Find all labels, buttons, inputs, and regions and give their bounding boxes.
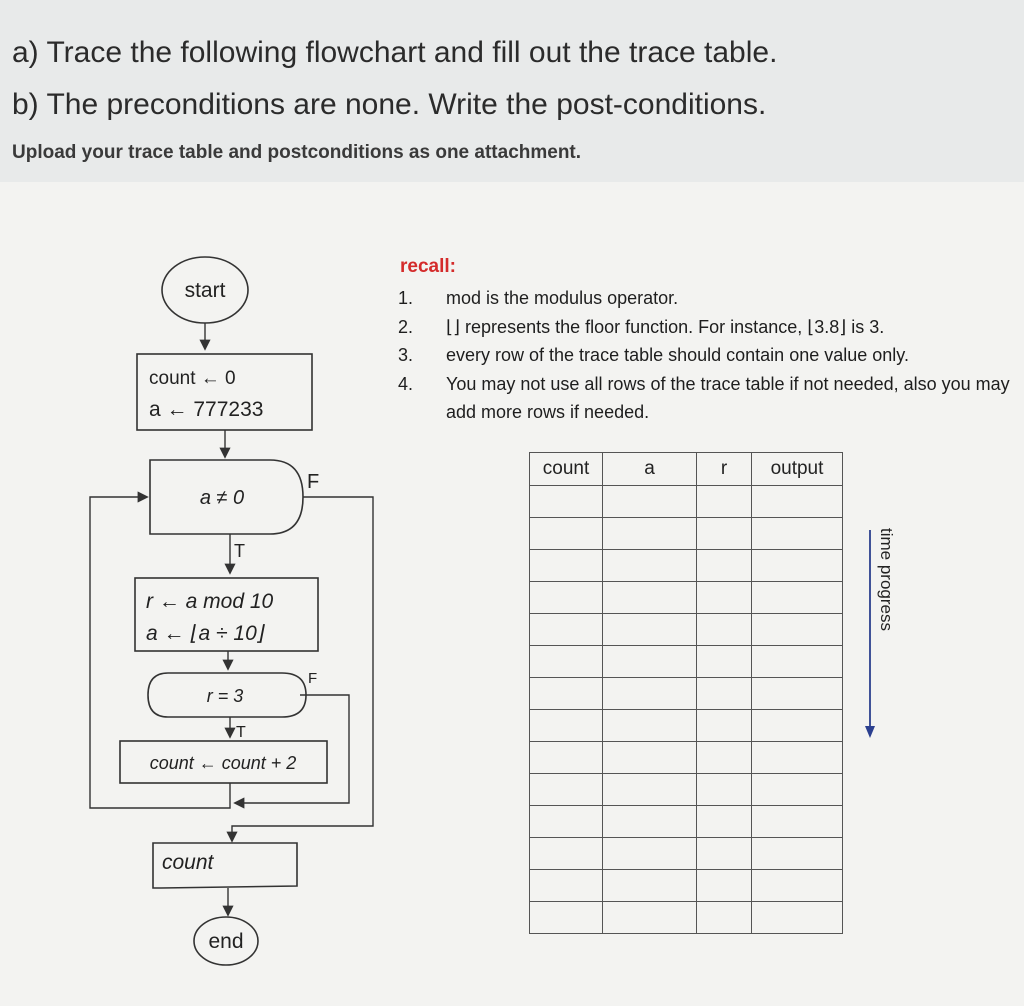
trace-row — [530, 582, 843, 614]
check-condition-label: r = 3 — [206, 686, 244, 706]
recall-item — [398, 284, 1018, 313]
trace-cell-a[interactable] — [603, 518, 697, 550]
trace-cell-r[interactable] — [697, 486, 752, 518]
trace-cell-a[interactable] — [603, 614, 697, 646]
trace-cell-count[interactable] — [530, 486, 603, 518]
recall-item — [398, 313, 1018, 342]
trace-cell-r[interactable] — [697, 710, 752, 742]
trace-header-row — [530, 453, 843, 486]
trace-cell-count[interactable] — [530, 550, 603, 582]
trace-cell-r[interactable] — [697, 774, 752, 806]
loop-true-label: T — [234, 541, 245, 561]
trace-row — [530, 678, 843, 710]
trace-cell-count[interactable] — [530, 646, 603, 678]
trace-cell-count[interactable] — [530, 870, 603, 902]
trace-cell-output[interactable] — [752, 614, 843, 646]
trace-cell-count[interactable] — [530, 774, 603, 806]
trace-cell-output[interactable] — [752, 550, 843, 582]
check-true-label: T — [236, 724, 246, 741]
recall-item-text: mod is the modulus operator. — [446, 288, 679, 308]
question-part-a: a) Trace the following flowchart and fill out the trace table. — [12, 36, 778, 69]
trace-cell-output[interactable] — [752, 870, 843, 902]
header-a: a — [603, 453, 697, 486]
trace-cell-a[interactable] — [603, 486, 697, 518]
trace-cell-a[interactable] — [603, 774, 697, 806]
trace-cell-a[interactable] — [603, 870, 697, 902]
trace-cell-r[interactable] — [697, 614, 752, 646]
trace-cell-r[interactable] — [697, 870, 752, 902]
increment-label: count ← count + 2 — [149, 753, 297, 773]
trace-body — [530, 486, 843, 934]
trace-row — [530, 646, 843, 678]
trace-row — [530, 902, 843, 934]
trace-cell-r[interactable] — [697, 582, 752, 614]
header-r: r — [697, 453, 752, 486]
check-false-connector — [236, 695, 349, 803]
trace-cell-a[interactable] — [603, 806, 697, 838]
trace-cell-output[interactable] — [752, 902, 843, 934]
recall-item-text: ⌊⌋ represents the floor function. For instance, ⌊3.8⌋ is 3. — [446, 316, 885, 337]
header-count: count — [530, 453, 603, 486]
trace-cell-count[interactable] — [530, 678, 603, 710]
recall-item — [398, 370, 1018, 427]
trace-cell-count[interactable] — [530, 582, 603, 614]
loop-condition-label: a ≠ 0 — [199, 487, 245, 509]
loop-exit-connector — [232, 497, 373, 840]
trace-cell-output[interactable] — [752, 678, 843, 710]
trace-cell-r[interactable] — [697, 678, 752, 710]
recall-list — [398, 284, 1018, 427]
step-r-label: r ← a mod 10 — [146, 590, 274, 613]
trace-cell-a[interactable] — [603, 742, 697, 774]
output-label: count — [162, 851, 214, 874]
end-label: end — [208, 930, 244, 953]
time-progress-arrow — [862, 530, 882, 740]
trace-cell-output[interactable] — [752, 486, 843, 518]
trace-table — [529, 452, 843, 934]
trace-cell-a[interactable] — [603, 678, 697, 710]
trace-cell-r[interactable] — [697, 550, 752, 582]
trace-row — [530, 518, 843, 550]
loop-false-label: F — [307, 471, 320, 493]
trace-row — [530, 710, 843, 742]
trace-cell-a[interactable] — [603, 902, 697, 934]
trace-row — [530, 870, 843, 902]
trace-cell-a[interactable] — [603, 710, 697, 742]
trace-cell-a[interactable] — [603, 838, 697, 870]
trace-cell-count[interactable] — [530, 838, 603, 870]
init-a-label: a ← 777233 — [149, 398, 264, 421]
trace-cell-output[interactable] — [752, 646, 843, 678]
recall-item-number: 2. — [398, 316, 414, 337]
trace-cell-r[interactable] — [697, 806, 752, 838]
trace-cell-count[interactable] — [530, 710, 603, 742]
header-output: output — [752, 453, 843, 486]
trace-cell-a[interactable] — [603, 646, 697, 678]
trace-cell-output[interactable] — [752, 774, 843, 806]
trace-cell-a[interactable] — [603, 550, 697, 582]
init-count-label: count ← 0 — [149, 368, 236, 389]
trace-cell-a[interactable] — [603, 582, 697, 614]
start-label: start — [184, 279, 226, 302]
trace-cell-output[interactable] — [752, 742, 843, 774]
trace-cell-output[interactable] — [752, 710, 843, 742]
question-part-b: b) The preconditions are none. Write the post-conditions. — [12, 88, 767, 121]
trace-row — [530, 550, 843, 582]
upload-instruction: Upload your trace table and postconditions as one attachment. — [12, 142, 582, 163]
recall-title: recall: — [400, 256, 456, 277]
trace-cell-output[interactable] — [752, 838, 843, 870]
trace-row — [530, 806, 843, 838]
trace-cell-count[interactable] — [530, 902, 603, 934]
check-false-label: F — [308, 670, 318, 687]
trace-cell-count[interactable] — [530, 518, 603, 550]
trace-cell-output[interactable] — [752, 582, 843, 614]
trace-row — [530, 614, 843, 646]
trace-row — [530, 742, 843, 774]
trace-cell-output[interactable] — [752, 518, 843, 550]
trace-row — [530, 838, 843, 870]
recall-item-number: 4. — [398, 373, 414, 394]
trace-cell-output[interactable] — [752, 806, 843, 838]
step-a-label: a ← ⌊a ÷ 10⌋ — [146, 622, 265, 645]
trace-cell-count[interactable] — [530, 614, 603, 646]
time-progress-label: time progress — [877, 528, 896, 631]
trace-row — [530, 774, 843, 806]
recall-item-text: You may not use all rows of the trace table if not needed, also you may add more rows if needed. — [446, 373, 1010, 422]
recall-item — [398, 341, 1018, 370]
trace-cell-r[interactable] — [697, 518, 752, 550]
trace-cell-r[interactable] — [697, 838, 752, 870]
trace-cell-r[interactable] — [697, 902, 752, 934]
recall-item-number: 1. — [398, 288, 414, 308]
trace-cell-count[interactable] — [530, 742, 603, 774]
recall-item-text: every row of the trace table should contain one value only. — [446, 345, 909, 365]
trace-row — [530, 486, 843, 518]
trace-cell-r[interactable] — [697, 646, 752, 678]
trace-cell-count[interactable] — [530, 806, 603, 838]
trace-cell-r[interactable] — [697, 742, 752, 774]
recall-item-number: 3. — [398, 345, 414, 365]
